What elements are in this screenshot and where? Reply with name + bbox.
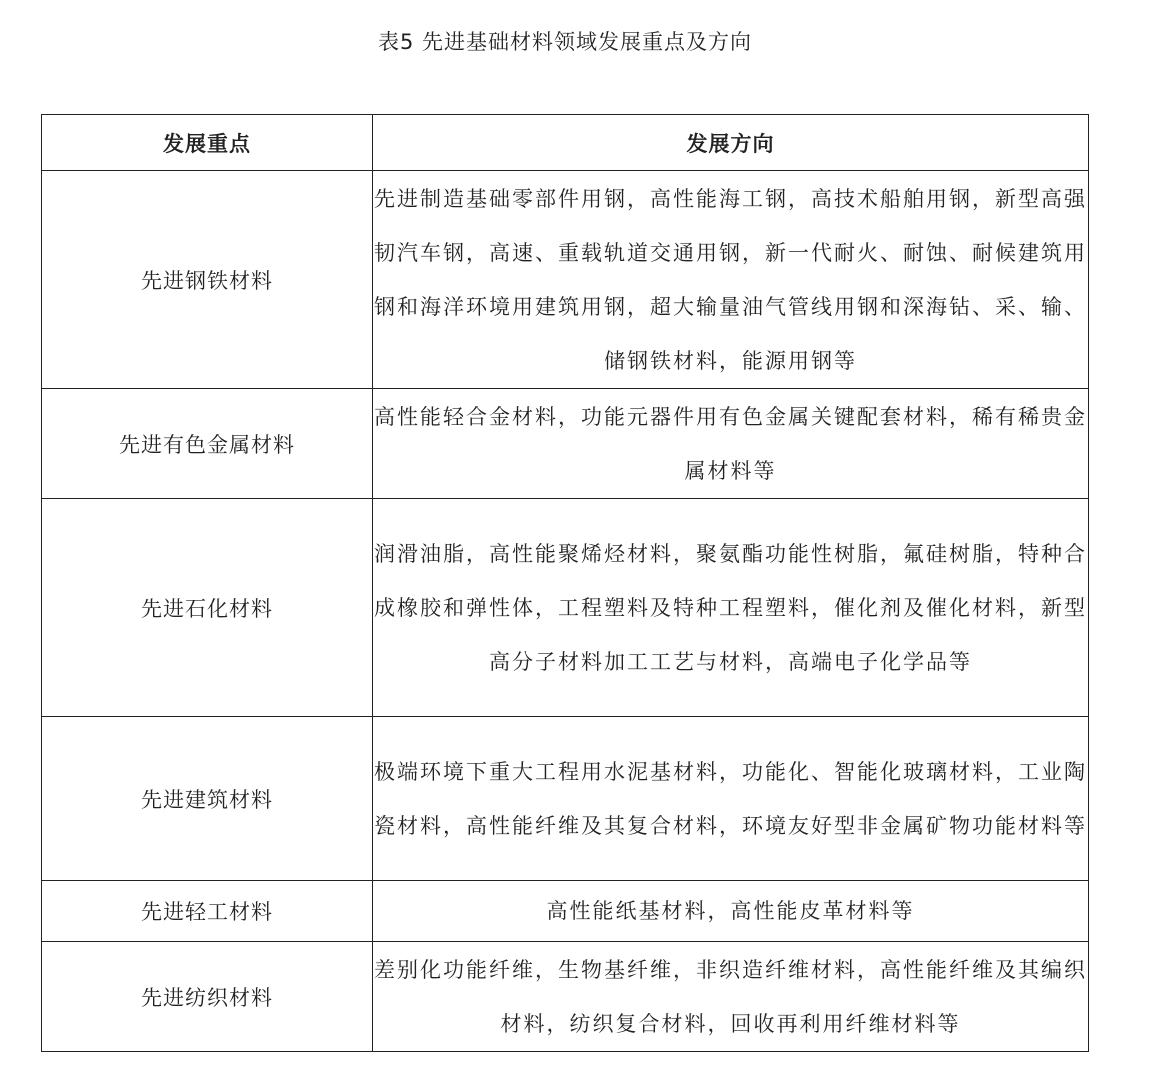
table-row [42, 499, 1089, 717]
row-direction: 极端环境下重大工程用水泥基材料，功能化、智能化玻璃材料，工业陶瓷材料，高性能纤维及其复合材料，环境友好型非金属矿物功能材料等 [373, 717, 1089, 881]
table-row [42, 881, 1089, 942]
development-table [41, 114, 1089, 1052]
row-direction: 先进制造基础零部件用钢，高性能海工钢，高技术船舶用钢，新型高强韧汽车钢，高速、重载轨道交通用钢，新一代耐火、耐蚀、耐候建筑用钢和海洋环境用建筑用钢，超大输量油气管线用钢和深海钻、采、输、储钢铁材料，能源用钢等 [373, 171, 1089, 389]
table-caption: 表5 先进基础材料领域发展重点及方向 [377, 30, 753, 54]
header-focus: 发展重点 [42, 115, 373, 171]
row-key: 先进钢铁材料 [42, 171, 373, 389]
table-row [42, 942, 1089, 1052]
row-direction: 润滑油脂，高性能聚烯烃材料，聚氨酯功能性树脂，氟硅树脂，特种合成橡胶和弹性体，工程塑料及特种工程塑料，催化剂及催化材料，新型高分子材料加工工艺与材料，高端电子化学品等 [373, 499, 1089, 717]
header-row [42, 115, 1089, 171]
table-row [42, 389, 1089, 499]
row-direction: 高性能纸基材料，高性能皮革材料等 [373, 881, 1089, 942]
row-key: 先进纺织材料 [42, 942, 373, 1052]
row-key: 先进有色金属材料 [42, 389, 373, 499]
table-row [42, 717, 1089, 881]
header-direction: 发展方向 [373, 115, 1089, 171]
table-row [42, 171, 1089, 389]
row-key: 先进轻工材料 [42, 881, 373, 942]
row-key: 先进石化材料 [42, 499, 373, 717]
row-direction: 高性能轻合金材料，功能元器件用有色金属关键配套材料，稀有稀贵金属材料等 [373, 389, 1089, 499]
row-direction: 差别化功能纤维，生物基纤维，非织造纤维材料，高性能纤维及其编织材料，纺织复合材料，回收再利用纤维材料等 [373, 942, 1089, 1052]
row-key: 先进建筑材料 [42, 717, 373, 881]
